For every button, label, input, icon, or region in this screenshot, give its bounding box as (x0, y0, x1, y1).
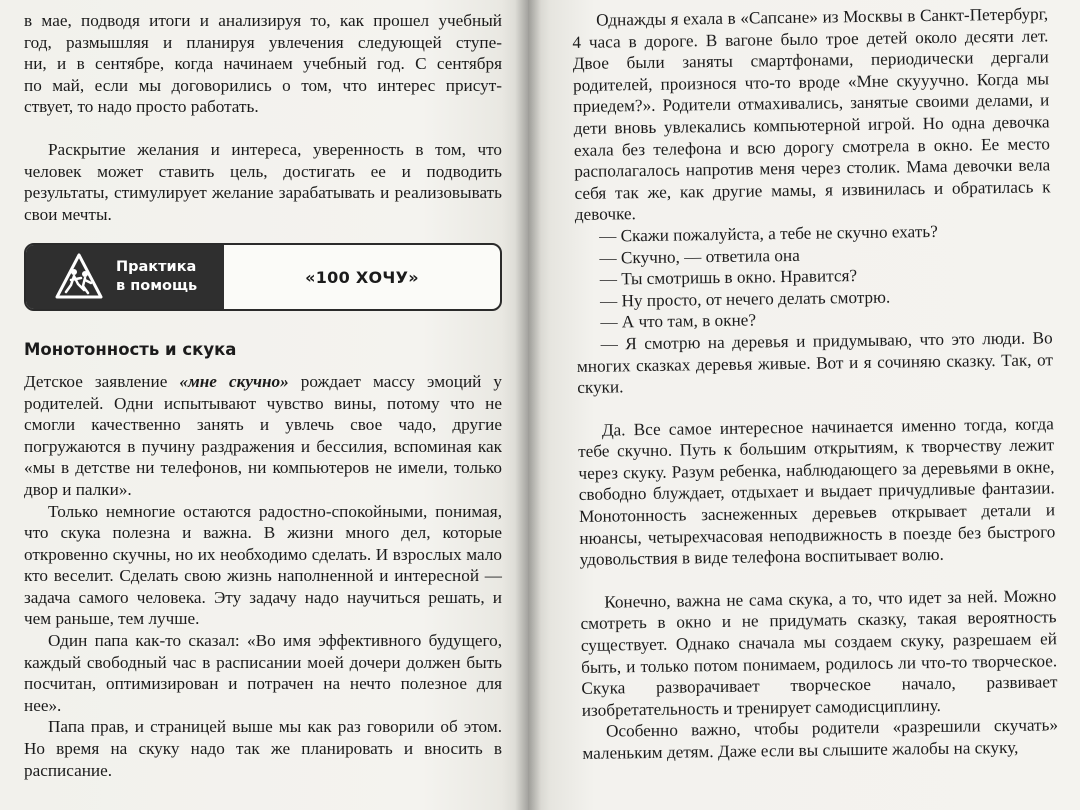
quote-emphasis: «мне скучно» (179, 371, 289, 391)
left-page (0, 0, 528, 810)
intro-line: по май, если мы договорились о том, что интерес присут- (24, 75, 502, 95)
dialog-line: — Ну просто, от нечего делать смотрю. (599, 287, 891, 311)
intro-line: ни, и в сентябре, когда начинаем учебный год. С сентября (24, 54, 502, 74)
section-heading: Монотонность и скука (24, 340, 237, 360)
right-column (572, 3, 1058, 764)
paragraph: Особенно важно, чтобы родители «разрешили скучать» маленьким детям. Даже если вы слышите жалобы на скуку, (582, 715, 1059, 763)
intro-line: ствует, то надо просто работать. (24, 97, 259, 117)
dialog-line: — Ты смотришь в окно. Нравится? (599, 266, 858, 289)
left-column (24, 10, 502, 781)
paragraph: Раскрытие желания и интереса, уверенность в том, что человек может ставить цель, достигать ее и подводить результаты, стимулирует желание зарабатывать и реализовывать свои мечты. (24, 139, 502, 224)
paragraph: Детское заявление «мне скучно» рождает массу эмоций у родителей. Одни испытывают чувство вины, потому что не смогли качественно занять и увлечь свое чадо, другие погружаются в пучину раздражения и бессилия, вспоминая как «мы в детстве ни телефонов, ни компьютеров не имели, только двор и палки». (24, 371, 503, 499)
dialog-line: — А что там, в окне? (600, 310, 757, 332)
paragraph: Конечно, важна не сама скука, а то, что идет за ней. Можно смотреть в окно и не придумать сказку, такая вероятность существует. Однако сначала мы создаем скуку, разрешаем ей быть, и только потом понимаем, родилось ли что-то творческое. Скука разворачивает творческое начало, развивает изобретательность и тренирует самодисциплину. (580, 586, 1058, 720)
practice-label-block (26, 245, 224, 309)
paragraph: Только немногие остаются радостно-спокойными, понимая, что скука полезна и важна. В жизни много дел, которые откровенно скучны, но их необходимо сделать. И взрослых мало кто веселит. Сделать свою жизнь наполненной и интересной — задача самого человека. Эту задачу надо научиться решать, и чем раньше, тем лучше. (24, 501, 502, 629)
paragraph: Папа прав, и страницей выше мы как раз говорили об этом. Но время на скуку надо так же планировать и вносить в расписание. (24, 717, 502, 780)
paragraph: Один папа как-то сказал: «Во имя эффективного будущего, каждый свободный час в расписании моей дочери должен быть посчитан, оптимизирован и потрачен на нечто полезное для нее». (24, 631, 502, 715)
paragraph: Да. Все самое интересное начинается именно тогда, когда тебе скучно. Путь к большим открытиям, к творчеству лежит через скуку. Разум ребенка, наблюдающего за деревьями в окне, свободно блуждает, отдыхает и выдает причудливые фантазии. Монотонность заснеженных деревьев открывает детали и нюансы, четырехчасовая неподвижность в поезде без быстрого удовольствия в виде телефона воспитывает волю. (578, 414, 1056, 570)
intro-line: год, размышляя и планируя увлечения следующей ступе- (24, 32, 502, 52)
dialog-line: — Скучно, — ответила она (599, 245, 800, 268)
dialog-line: — Я смотрю на деревья и придумываю, что это люди. Во многих сказках деревья живые. Вот и я сочиняю сказку. Так, от скуки. (576, 328, 1054, 398)
practice-label: Практика в помощь (116, 259, 198, 295)
book-gutter (515, 0, 541, 810)
puzzle-figures-icon (54, 252, 104, 302)
dialog-line: — Скажи пожалуйста, а тебе не скучно ехать? (599, 221, 938, 246)
intro-line: в мае, подводя итоги и анализируя то, как прошел учебный (24, 11, 502, 30)
practice-box (24, 243, 502, 311)
paragraph: Однажды я ехала в «Сапсане» из Москвы в Санкт-Петербург, 4 часа в дороге. В вагоне было трое детей около десяти лет. Двое были заняты смартфонами, периодически дергали родителей, произнося что-то вроде «Мне скууучно. Когда мы приедем?». Родители отмахивались, занятые своими делами, и дети вновь увлекались компьютерной игрой. Но одна девочка ехала без телефона и всю дорогу смотрела в окно. Ее место располагалось напротив меня через столик. Мама девочки вела себя так же, как другие мамы, я извинилась и обратилась к девочке. (572, 4, 1051, 225)
practice-title: «100 ХОЧУ» (305, 267, 419, 287)
